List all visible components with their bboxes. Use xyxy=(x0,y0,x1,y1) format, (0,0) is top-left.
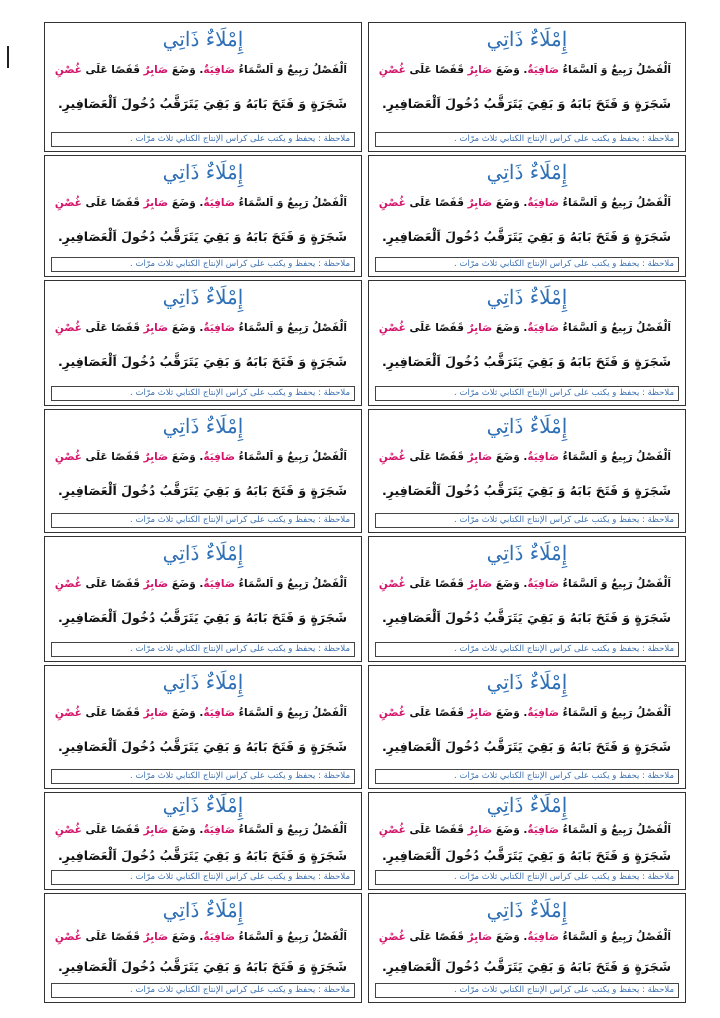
line1-text-2: . وَضَعَ xyxy=(492,707,528,719)
highlight-word-1: صَافِيَةٌ xyxy=(527,578,559,590)
card-note: ملاحظة : يحفظ و يكتب على كراس الإنتاج الكتابي ثلاث مرّات . xyxy=(375,386,679,401)
card-title: إِمْلَاءٌ ذَاتِي xyxy=(162,793,244,817)
highlight-word-2: صَابِرٌ xyxy=(467,824,493,836)
dictation-line-1 xyxy=(377,819,671,841)
dictation-line-1 xyxy=(53,573,347,595)
dictation-card xyxy=(368,22,686,152)
card-title: إِمْلَاءٌ ذَاتِي xyxy=(162,541,244,565)
line1-text-2: . وَضَعَ xyxy=(168,64,204,76)
highlight-word-3: غُصْنِ xyxy=(378,197,406,209)
dictation-line-1 xyxy=(377,317,671,339)
dictation-line-1 xyxy=(53,446,347,468)
highlight-word-2: صَابِرٌ xyxy=(143,931,169,943)
highlight-word-1: صَافِيَةٌ xyxy=(527,322,559,334)
card-title: إِمْلَاءٌ ذَاتِي xyxy=(486,160,568,184)
card-note: ملاحظة : يحفظ و يكتب على كراس الإنتاج الكتابي ثلاث مرّات . xyxy=(51,513,355,528)
line1-text-1: اَلْفَصْلُ رَبِيعٌ وَ اَلسَّمَاءُ xyxy=(235,451,347,463)
dictation-line-2: شَجَرَةٍ وَ فَتَحَ بَابَهُ وَ بَقِيَ يَتَرَقَّبُ دُخُولَ اَلْعَصَافِيرِ. xyxy=(57,229,347,244)
line1-text-2: . وَضَعَ xyxy=(168,707,204,719)
card-title: إِمْلَاءٌ ذَاتِي xyxy=(486,793,568,817)
highlight-word-3: غُصْنِ xyxy=(54,824,82,836)
dictation-line-2: شَجَرَةٍ وَ فَتَحَ بَابَهُ وَ بَقِيَ يَتَرَقَّبُ دُخُولَ اَلْعَصَافِيرِ. xyxy=(57,483,347,498)
line1-text-2: . وَضَعَ xyxy=(168,578,204,590)
line1-text-1: اَلْفَصْلُ رَبِيعٌ وَ اَلسَّمَاءُ xyxy=(559,451,671,463)
highlight-word-3: غُصْنِ xyxy=(378,931,406,943)
highlight-word-2: صَابِرٌ xyxy=(143,707,169,719)
dictation-line-2: شَجَرَةٍ وَ فَتَحَ بَابَهُ وَ بَقِيَ يَتَرَقَّبُ دُخُولَ اَلْعَصَافِيرِ. xyxy=(381,959,671,974)
dictation-line-2: شَجَرَةٍ وَ فَتَحَ بَابَهُ وَ بَقِيَ يَتَرَقَّبُ دُخُولَ اَلْعَصَافِيرِ. xyxy=(57,610,347,625)
line1-text-2: . وَضَعَ xyxy=(168,197,204,209)
card-title: إِمْلَاءٌ ذَاتِي xyxy=(486,898,568,922)
dictation-line-1 xyxy=(377,192,671,214)
dictation-card xyxy=(44,155,362,277)
dictation-card xyxy=(44,280,362,406)
card-title: إِمْلَاءٌ ذَاتِي xyxy=(486,541,568,565)
dictation-line-2: شَجَرَةٍ وَ فَتَحَ بَابَهُ وَ بَقِيَ يَتَرَقَّبُ دُخُولَ اَلْعَصَافِيرِ. xyxy=(381,739,671,754)
line1-text-2: . وَضَعَ xyxy=(168,824,204,836)
highlight-word-3: غُصْنِ xyxy=(378,322,406,334)
dictation-card xyxy=(368,280,686,406)
line1-text-2: . وَضَعَ xyxy=(168,931,204,943)
card-note: ملاحظة : يحفظ و يكتب على كراس الإنتاج الكتابي ثلاث مرّات . xyxy=(375,769,679,784)
line1-text-3: قَفَصًا عَلَى xyxy=(81,322,144,334)
line1-text-3: قَفَصًا عَلَى xyxy=(81,578,144,590)
card-title: إِمْلَاءٌ ذَاتِي xyxy=(486,27,568,51)
card-note: ملاحظة : يحفظ و يكتب على كراس الإنتاج الكتابي ثلاث مرّات . xyxy=(51,983,355,998)
highlight-word-1: صَافِيَةٌ xyxy=(203,322,235,334)
dictation-line-2: شَجَرَةٍ وَ فَتَحَ بَابَهُ وَ بَقِيَ يَتَرَقَّبُ دُخُولَ اَلْعَصَافِيرِ. xyxy=(57,354,347,369)
highlight-word-1: صَافِيَةٌ xyxy=(527,451,559,463)
line1-text-1: اَلْفَصْلُ رَبِيعٌ وَ اَلسَّمَاءُ xyxy=(235,578,347,590)
highlight-word-3: غُصْنِ xyxy=(378,707,406,719)
line1-text-2: . وَضَعَ xyxy=(492,322,528,334)
dictation-line-1 xyxy=(53,59,347,81)
line1-text-1: اَلْفَصْلُ رَبِيعٌ وَ اَلسَّمَاءُ xyxy=(559,64,671,76)
highlight-word-2: صَابِرٌ xyxy=(143,64,169,76)
highlight-word-2: صَابِرٌ xyxy=(143,197,169,209)
dictation-line-1 xyxy=(377,702,671,724)
highlight-word-3: غُصْنِ xyxy=(54,322,82,334)
line1-text-3: قَفَصًا عَلَى xyxy=(81,197,144,209)
dictation-card xyxy=(368,792,686,890)
line1-text-2: . وَضَعَ xyxy=(168,451,204,463)
line1-text-1: اَلْفَصْلُ رَبِيعٌ وَ اَلسَّمَاءُ xyxy=(235,707,347,719)
line1-text-2: . وَضَعَ xyxy=(168,322,204,334)
line1-text-3: قَفَصًا عَلَى xyxy=(81,931,144,943)
dictation-line-1 xyxy=(377,573,671,595)
card-title: إِمْلَاءٌ ذَاتِي xyxy=(162,414,244,438)
highlight-word-3: غُصْنِ xyxy=(54,64,82,76)
line1-text-1: اَلْفَصْلُ رَبِيعٌ وَ اَلسَّمَاءُ xyxy=(235,824,347,836)
line1-text-3: قَفَصًا عَلَى xyxy=(81,64,144,76)
line1-text-3: قَفَصًا عَلَى xyxy=(405,451,468,463)
highlight-word-3: غُصْنِ xyxy=(378,824,406,836)
line1-text-3: قَفَصًا عَلَى xyxy=(405,322,468,334)
line1-text-3: قَفَصًا عَلَى xyxy=(81,451,144,463)
card-title: إِمْلَاءٌ ذَاتِي xyxy=(162,285,244,309)
card-note: ملاحظة : يحفظ و يكتب على كراس الإنتاج الكتابي ثلاث مرّات . xyxy=(375,983,679,998)
highlight-word-1: صَافِيَةٌ xyxy=(527,197,559,209)
highlight-word-1: صَافِيَةٌ xyxy=(203,64,235,76)
card-title: إِمْلَاءٌ ذَاتِي xyxy=(486,285,568,309)
highlight-word-2: صَابِرٌ xyxy=(467,322,493,334)
line1-text-2: . وَضَعَ xyxy=(492,451,528,463)
highlight-word-2: صَابِرٌ xyxy=(467,707,493,719)
card-title: إِمْلَاءٌ ذَاتِي xyxy=(486,670,568,694)
dictation-card xyxy=(44,536,362,662)
line1-text-3: قَفَصًا عَلَى xyxy=(405,197,468,209)
line1-text-3: قَفَصًا عَلَى xyxy=(81,707,144,719)
highlight-word-1: صَافِيَةٌ xyxy=(527,824,559,836)
line1-text-3: قَفَصًا عَلَى xyxy=(405,824,468,836)
card-title: إِمْلَاءٌ ذَاتِي xyxy=(162,27,244,51)
line1-text-3: قَفَصًا عَلَى xyxy=(405,931,468,943)
card-note: ملاحظة : يحفظ و يكتب على كراس الإنتاج الكتابي ثلاث مرّات . xyxy=(51,870,355,885)
dictation-line-1 xyxy=(377,926,671,948)
dictation-line-2: شَجَرَةٍ وَ فَتَحَ بَابَهُ وَ بَقِيَ يَتَرَقَّبُ دُخُولَ اَلْعَصَافِيرِ. xyxy=(381,483,671,498)
line1-text-1: اَلْفَصْلُ رَبِيعٌ وَ اَلسَّمَاءُ xyxy=(559,578,671,590)
card-title: إِمْلَاءٌ ذَاتِي xyxy=(162,670,244,694)
highlight-word-3: غُصْنِ xyxy=(378,64,406,76)
dictation-line-2: شَجَرَةٍ وَ فَتَحَ بَابَهُ وَ بَقِيَ يَتَرَقَّبُ دُخُولَ اَلْعَصَافِيرِ. xyxy=(57,959,347,974)
card-note: ملاحظة : يحفظ و يكتب على كراس الإنتاج الكتابي ثلاث مرّات . xyxy=(375,870,679,885)
highlight-word-3: غُصْنِ xyxy=(54,578,82,590)
highlight-word-3: غُصْنِ xyxy=(54,197,82,209)
dictation-sheet xyxy=(40,22,700,1004)
dictation-card xyxy=(368,893,686,1003)
line1-text-1: اَلْفَصْلُ رَبِيعٌ وَ اَلسَّمَاءُ xyxy=(559,197,671,209)
card-title: إِمْلَاءٌ ذَاتِي xyxy=(162,160,244,184)
dictation-line-1 xyxy=(377,446,671,468)
line1-text-1: اَلْفَصْلُ رَبِيعٌ وَ اَلسَّمَاءُ xyxy=(235,197,347,209)
line1-text-3: قَفَصًا عَلَى xyxy=(405,578,468,590)
dictation-line-2: شَجَرَةٍ وَ فَتَحَ بَابَهُ وَ بَقِيَ يَتَرَقَّبُ دُخُولَ اَلْعَصَافِيرِ. xyxy=(57,739,347,754)
line1-text-3: قَفَصًا عَلَى xyxy=(405,707,468,719)
dictation-card xyxy=(368,155,686,277)
highlight-word-2: صَابِرٌ xyxy=(143,578,169,590)
dictation-line-2: شَجَرَةٍ وَ فَتَحَ بَابَهُ وَ بَقِيَ يَتَرَقَّبُ دُخُولَ اَلْعَصَافِيرِ. xyxy=(381,848,671,863)
card-note: ملاحظة : يحفظ و يكتب على كراس الإنتاج الكتابي ثلاث مرّات . xyxy=(51,769,355,784)
card-note: ملاحظة : يحفظ و يكتب على كراس الإنتاج الكتابي ثلاث مرّات . xyxy=(375,642,679,657)
highlight-word-1: صَافِيَةٌ xyxy=(203,707,235,719)
dictation-line-2: شَجَرَةٍ وَ فَتَحَ بَابَهُ وَ بَقِيَ يَتَرَقَّبُ دُخُولَ اَلْعَصَافِيرِ. xyxy=(381,96,671,111)
highlight-word-1: صَافِيَةٌ xyxy=(203,824,235,836)
dictation-line-1 xyxy=(53,192,347,214)
dictation-card xyxy=(44,792,362,890)
highlight-word-1: صَافِيَةٌ xyxy=(527,707,559,719)
dictation-line-1 xyxy=(53,702,347,724)
dictation-card xyxy=(368,665,686,789)
card-note: ملاحظة : يحفظ و يكتب على كراس الإنتاج الكتابي ثلاث مرّات . xyxy=(51,132,355,147)
highlight-word-1: صَافِيَةٌ xyxy=(527,931,559,943)
card-title: إِمْلَاءٌ ذَاتِي xyxy=(486,414,568,438)
dictation-card xyxy=(368,536,686,662)
dictation-line-1 xyxy=(53,819,347,841)
highlight-word-3: غُصْنِ xyxy=(54,451,82,463)
card-note: ملاحظة : يحفظ و يكتب على كراس الإنتاج الكتابي ثلاث مرّات . xyxy=(51,386,355,401)
highlight-word-1: صَافِيَةٌ xyxy=(203,931,235,943)
dictation-card xyxy=(44,409,362,533)
line1-text-2: . وَضَعَ xyxy=(492,931,528,943)
dictation-card xyxy=(44,893,362,1003)
card-note: ملاحظة : يحفظ و يكتب على كراس الإنتاج الكتابي ثلاث مرّات . xyxy=(375,132,679,147)
card-note: ملاحظة : يحفظ و يكتب على كراس الإنتاج الكتابي ثلاث مرّات . xyxy=(51,642,355,657)
highlight-word-2: صَابِرٌ xyxy=(467,197,493,209)
card-note: ملاحظة : يحفظ و يكتب على كراس الإنتاج الكتابي ثلاث مرّات . xyxy=(375,513,679,528)
highlight-word-3: غُصْنِ xyxy=(378,578,406,590)
dictation-line-2: شَجَرَةٍ وَ فَتَحَ بَابَهُ وَ بَقِيَ يَتَرَقَّبُ دُخُولَ اَلْعَصَافِيرِ. xyxy=(381,229,671,244)
line1-text-1: اَلْفَصْلُ رَبِيعٌ وَ اَلسَّمَاءُ xyxy=(559,707,671,719)
line1-text-1: اَلْفَصْلُ رَبِيعٌ وَ اَلسَّمَاءُ xyxy=(235,931,347,943)
line1-text-1: اَلْفَصْلُ رَبِيعٌ وَ اَلسَّمَاءُ xyxy=(559,824,671,836)
line1-text-2: . وَضَعَ xyxy=(492,64,528,76)
highlight-word-3: غُصْنِ xyxy=(54,931,82,943)
margin-mark xyxy=(7,46,9,68)
card-note: ملاحظة : يحفظ و يكتب على كراس الإنتاج الكتابي ثلاث مرّات . xyxy=(375,257,679,272)
dictation-line-1 xyxy=(377,59,671,81)
highlight-word-2: صَابِرٌ xyxy=(467,451,493,463)
line1-text-2: . وَضَعَ xyxy=(492,197,528,209)
dictation-card xyxy=(44,22,362,152)
highlight-word-2: صَابِرٌ xyxy=(467,64,493,76)
dictation-line-1 xyxy=(53,926,347,948)
line1-text-1: اَلْفَصْلُ رَبِيعٌ وَ اَلسَّمَاءُ xyxy=(559,322,671,334)
highlight-word-1: صَافِيَةٌ xyxy=(527,64,559,76)
line1-text-1: اَلْفَصْلُ رَبِيعٌ وَ اَلسَّمَاءُ xyxy=(235,64,347,76)
highlight-word-3: غُصْنِ xyxy=(378,451,406,463)
line1-text-3: قَفَصًا عَلَى xyxy=(81,824,144,836)
dictation-card xyxy=(368,409,686,533)
dictation-line-1 xyxy=(53,317,347,339)
highlight-word-1: صَافِيَةٌ xyxy=(203,197,235,209)
line1-text-2: . وَضَعَ xyxy=(492,824,528,836)
highlight-word-1: صَافِيَةٌ xyxy=(203,451,235,463)
highlight-word-2: صَابِرٌ xyxy=(467,578,493,590)
line1-text-2: . وَضَعَ xyxy=(492,578,528,590)
highlight-word-2: صَابِرٌ xyxy=(467,931,493,943)
highlight-word-2: صَابِرٌ xyxy=(143,322,169,334)
dictation-card xyxy=(44,665,362,789)
line1-text-1: اَلْفَصْلُ رَبِيعٌ وَ اَلسَّمَاءُ xyxy=(235,322,347,334)
line1-text-1: اَلْفَصْلُ رَبِيعٌ وَ اَلسَّمَاءُ xyxy=(559,931,671,943)
line1-text-3: قَفَصًا عَلَى xyxy=(405,64,468,76)
highlight-word-3: غُصْنِ xyxy=(54,707,82,719)
highlight-word-1: صَافِيَةٌ xyxy=(203,578,235,590)
dictation-line-2: شَجَرَةٍ وَ فَتَحَ بَابَهُ وَ بَقِيَ يَتَرَقَّبُ دُخُولَ اَلْعَصَافِيرِ. xyxy=(381,354,671,369)
highlight-word-2: صَابِرٌ xyxy=(143,824,169,836)
highlight-word-2: صَابِرٌ xyxy=(143,451,169,463)
dictation-line-2: شَجَرَةٍ وَ فَتَحَ بَابَهُ وَ بَقِيَ يَتَرَقَّبُ دُخُولَ اَلْعَصَافِيرِ. xyxy=(381,610,671,625)
card-note: ملاحظة : يحفظ و يكتب على كراس الإنتاج الكتابي ثلاث مرّات . xyxy=(51,257,355,272)
dictation-line-2: شَجَرَةٍ وَ فَتَحَ بَابَهُ وَ بَقِيَ يَتَرَقَّبُ دُخُولَ اَلْعَصَافِيرِ. xyxy=(57,848,347,863)
card-title: إِمْلَاءٌ ذَاتِي xyxy=(162,898,244,922)
dictation-line-2: شَجَرَةٍ وَ فَتَحَ بَابَهُ وَ بَقِيَ يَتَرَقَّبُ دُخُولَ اَلْعَصَافِيرِ. xyxy=(57,96,347,111)
